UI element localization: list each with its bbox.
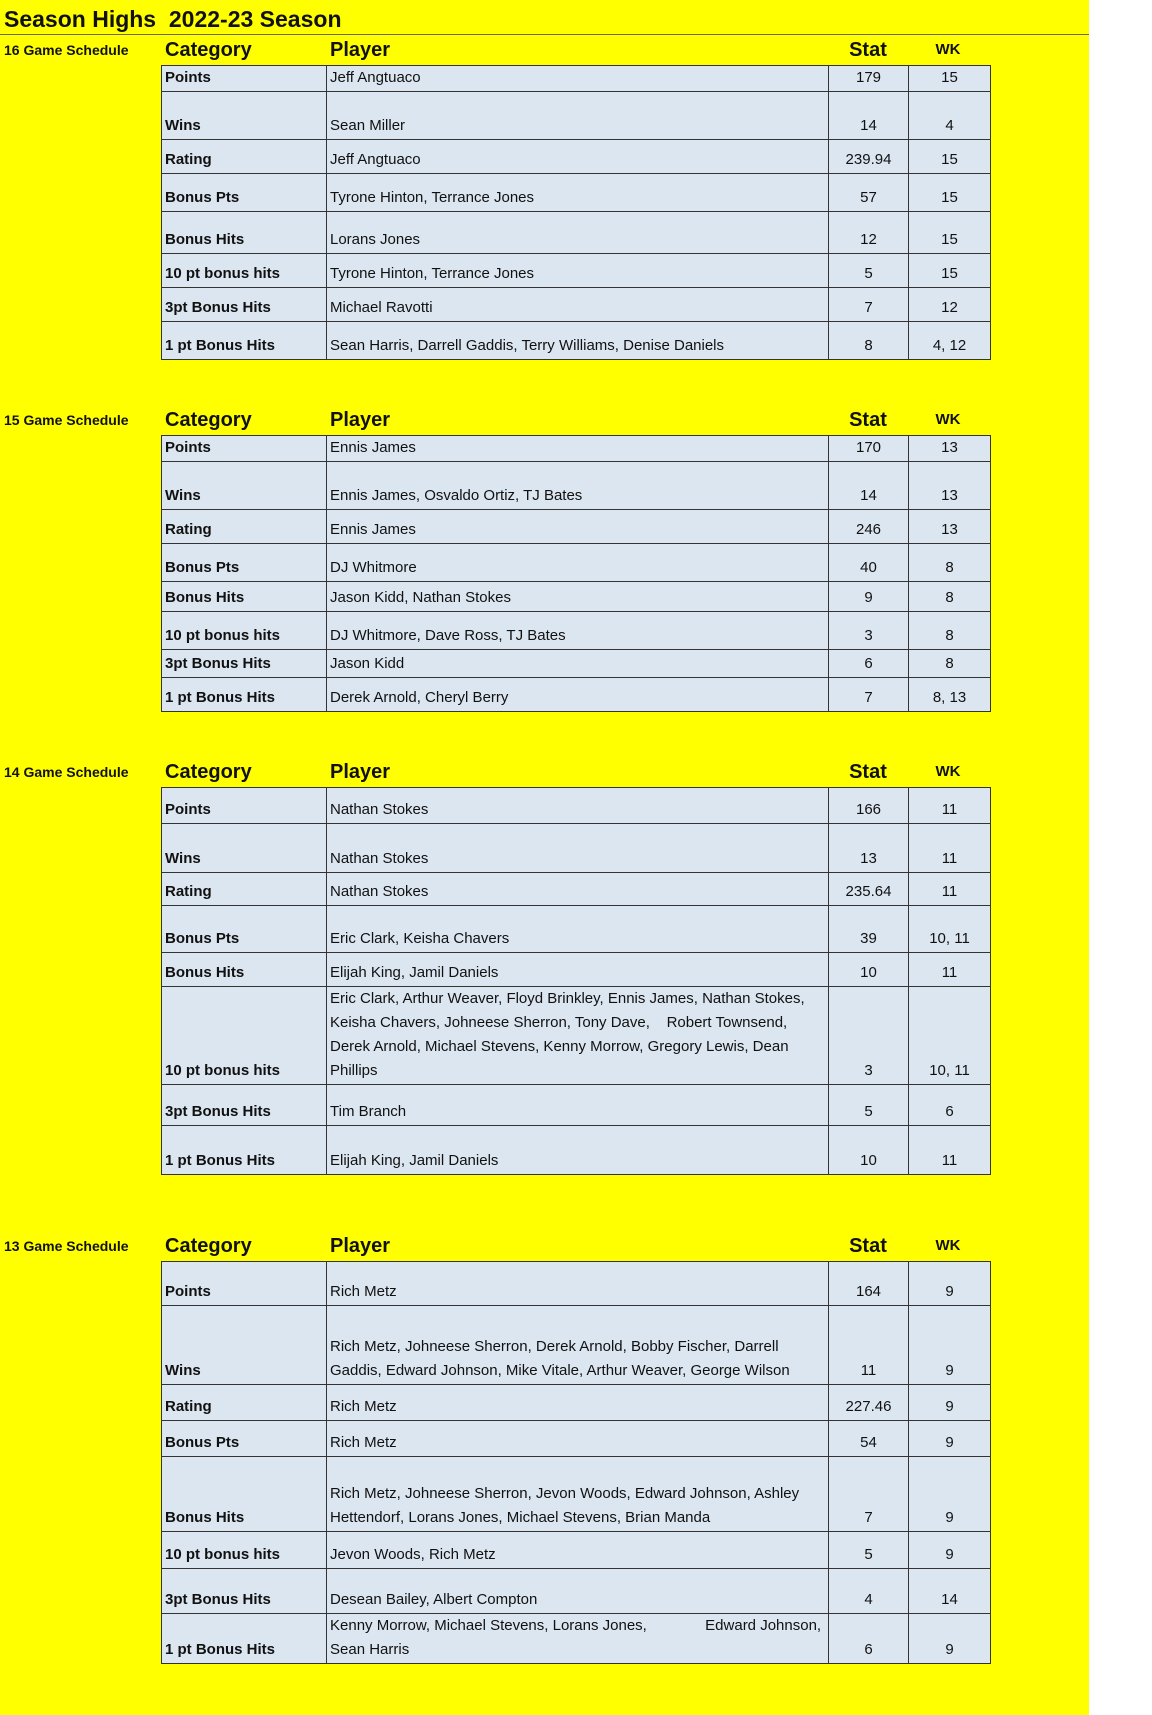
table-row — [162, 873, 991, 906]
player-cell: Sean Harris, Darrell Gaddis, Terry Williams, Denise Daniels — [327, 322, 829, 360]
category-cell: Bonus Hits — [162, 212, 327, 254]
table-row — [162, 650, 991, 678]
section-label: 16 Game Schedule — [4, 42, 129, 58]
stat-cell: 227.46 — [829, 1385, 909, 1421]
column-header-category: Category — [165, 39, 252, 61]
season-highs-table — [161, 787, 991, 1175]
player-cell: Ennis James — [327, 436, 829, 462]
table-row — [162, 322, 991, 360]
category-cell: Bonus Hits — [162, 582, 327, 612]
week-cell: 4 — [909, 92, 991, 140]
player-cell: Elijah King, Jamil Daniels — [327, 1126, 829, 1175]
stat-cell: 5 — [829, 1532, 909, 1569]
stat-cell: 3 — [829, 987, 909, 1085]
player-cell: Jeff Angtuaco — [327, 66, 829, 92]
column-header-wk: WK — [935, 411, 961, 428]
stat-cell: 7 — [829, 1457, 909, 1532]
week-cell: 10, 11 — [909, 906, 991, 953]
player-cell: Jason Kidd, Nathan Stokes — [327, 582, 829, 612]
week-cell: 8, 13 — [909, 678, 991, 712]
table-row — [162, 1385, 991, 1421]
stat-cell: 179 — [829, 66, 909, 92]
player-cell: Nathan Stokes — [327, 824, 829, 873]
week-cell: 15 — [909, 140, 991, 174]
column-header-player: Player — [330, 761, 391, 783]
table-row — [162, 582, 991, 612]
category-cell: Wins — [162, 92, 327, 140]
section-label: 14 Game Schedule — [4, 764, 129, 780]
title-divider — [0, 34, 1089, 35]
table-row — [162, 1532, 991, 1569]
week-cell: 15 — [909, 66, 991, 92]
table-row — [162, 1262, 991, 1306]
category-cell: Bonus Hits — [162, 953, 327, 987]
player-cell: Rich Metz — [327, 1262, 829, 1306]
table-row — [162, 212, 991, 254]
stat-cell: 14 — [829, 92, 909, 140]
week-cell: 9 — [909, 1385, 991, 1421]
player-cell: Tim Branch — [327, 1085, 829, 1126]
stat-cell: 235.64 — [829, 873, 909, 906]
category-cell: 10 pt bonus hits — [162, 612, 327, 650]
table-row — [162, 254, 991, 288]
column-header-player: Player — [330, 1235, 391, 1257]
table-row — [162, 1085, 991, 1126]
week-cell: 8 — [909, 582, 991, 612]
table-row — [162, 1126, 991, 1175]
category-cell: Points — [162, 436, 327, 462]
season-highs-table — [161, 1261, 991, 1664]
stat-cell: 10 — [829, 953, 909, 987]
week-cell: 13 — [909, 462, 991, 510]
category-cell: Bonus Pts — [162, 174, 327, 212]
category-cell: Bonus Hits — [162, 1457, 327, 1532]
category-cell: 3pt Bonus Hits — [162, 650, 327, 678]
player-cell: Ennis James, Osvaldo Ortiz, TJ Bates — [327, 462, 829, 510]
table-row — [162, 788, 991, 824]
category-cell: Points — [162, 788, 327, 824]
week-cell: 8 — [909, 650, 991, 678]
table-row — [162, 544, 991, 582]
stat-cell: 164 — [829, 1262, 909, 1306]
stat-cell: 9 — [829, 582, 909, 612]
player-cell: Eric Clark, Keisha Chavers — [327, 906, 829, 953]
column-header-category: Category — [165, 409, 252, 431]
player-cell: Michael Ravotti — [327, 288, 829, 322]
player-cell: Tyrone Hinton, Terrance Jones — [327, 174, 829, 212]
category-cell: Wins — [162, 462, 327, 510]
column-header-category: Category — [165, 1235, 252, 1257]
column-header-category: Category — [165, 761, 252, 783]
week-cell: 14 — [909, 1569, 991, 1614]
category-cell: Points — [162, 66, 327, 92]
column-header-stat: Stat — [849, 39, 887, 61]
category-cell: Rating — [162, 140, 327, 174]
category-cell: Wins — [162, 824, 327, 873]
section-label: 15 Game Schedule — [4, 412, 129, 428]
table-row — [162, 92, 991, 140]
page-title: Season Highs 2022-23 Season — [4, 6, 342, 32]
stat-cell: 57 — [829, 174, 909, 212]
table-row — [162, 906, 991, 953]
category-cell: Wins — [162, 1306, 327, 1385]
stat-cell: 11 — [829, 1306, 909, 1385]
table-row — [162, 678, 991, 712]
table-row — [162, 174, 991, 212]
season-highs-table — [161, 65, 991, 360]
column-header-stat: Stat — [849, 409, 887, 431]
player-cell: Jason Kidd — [327, 650, 829, 678]
stat-cell: 7 — [829, 288, 909, 322]
player-cell: Nathan Stokes — [327, 873, 829, 906]
stat-cell: 239.94 — [829, 140, 909, 174]
week-cell: 13 — [909, 436, 991, 462]
week-cell: 11 — [909, 953, 991, 987]
player-cell: Desean Bailey, Albert Compton — [327, 1569, 829, 1614]
stat-cell: 3 — [829, 612, 909, 650]
category-cell: 1 pt Bonus Hits — [162, 1126, 327, 1175]
week-cell: 11 — [909, 873, 991, 906]
table-row — [162, 824, 991, 873]
table-row — [162, 436, 991, 462]
table-row — [162, 288, 991, 322]
player-cell: Rich Metz — [327, 1421, 829, 1457]
column-header-wk: WK — [935, 41, 961, 58]
table-row — [162, 1306, 991, 1385]
week-cell: 9 — [909, 1421, 991, 1457]
stat-cell: 5 — [829, 1085, 909, 1126]
category-cell: 10 pt bonus hits — [162, 1532, 327, 1569]
category-cell: Bonus Pts — [162, 906, 327, 953]
column-header-wk: WK — [935, 763, 961, 780]
week-cell: 6 — [909, 1085, 991, 1126]
column-header-stat: Stat — [849, 1235, 887, 1257]
stat-cell: 5 — [829, 254, 909, 288]
stat-cell: 4 — [829, 1569, 909, 1614]
player-cell: Rich Metz, Johneese Sherron, Jevon Woods, Edward Johnson, Ashley Hettendorf, Lorans Jones, Michael Stevens, Brian Manda — [327, 1457, 829, 1532]
player-cell: Jeff Angtuaco — [327, 140, 829, 174]
table-row — [162, 1569, 991, 1614]
stat-cell: 166 — [829, 788, 909, 824]
week-cell: 9 — [909, 1532, 991, 1569]
player-cell: Elijah King, Jamil Daniels — [327, 953, 829, 987]
player-cell: Lorans Jones — [327, 212, 829, 254]
table-row — [162, 1457, 991, 1532]
section-label: 13 Game Schedule — [4, 1238, 129, 1254]
week-cell: 15 — [909, 212, 991, 254]
category-cell: 3pt Bonus Hits — [162, 1085, 327, 1126]
stat-cell: 12 — [829, 212, 909, 254]
stat-cell: 54 — [829, 1421, 909, 1457]
season-highs-table — [161, 435, 991, 712]
table-row — [162, 953, 991, 987]
table-row — [162, 1614, 991, 1664]
stat-cell: 10 — [829, 1126, 909, 1175]
category-cell: Points — [162, 1262, 327, 1306]
category-cell: Bonus Pts — [162, 1421, 327, 1457]
column-header-wk: WK — [935, 1237, 961, 1254]
week-cell: 11 — [909, 824, 991, 873]
table-row — [162, 66, 991, 92]
week-cell: 12 — [909, 288, 991, 322]
table-row — [162, 987, 991, 1085]
category-cell: 3pt Bonus Hits — [162, 1569, 327, 1614]
stat-cell: 13 — [829, 824, 909, 873]
category-cell: 1 pt Bonus Hits — [162, 1614, 327, 1664]
player-cell: Rich Metz, Johneese Sherron, Derek Arnold, Bobby Fischer, Darrell Gaddis, Edward Johnson, Mike Vitale, Arthur Weaver, George Wilson — [327, 1306, 829, 1385]
player-cell: Derek Arnold, Cheryl Berry — [327, 678, 829, 712]
column-header-player: Player — [330, 39, 391, 61]
stat-cell: 8 — [829, 322, 909, 360]
category-cell: Bonus Pts — [162, 544, 327, 582]
week-cell: 9 — [909, 1262, 991, 1306]
week-cell: 10, 11 — [909, 987, 991, 1085]
column-header-player: Player — [330, 409, 391, 431]
category-cell: Rating — [162, 1385, 327, 1421]
player-cell: Tyrone Hinton, Terrance Jones — [327, 254, 829, 288]
player-cell: Ennis James — [327, 510, 829, 544]
week-cell: 15 — [909, 254, 991, 288]
category-cell: 1 pt Bonus Hits — [162, 322, 327, 360]
player-cell: DJ Whitmore — [327, 544, 829, 582]
week-cell: 11 — [909, 788, 991, 824]
column-header-stat: Stat — [849, 761, 887, 783]
week-cell: 15 — [909, 174, 991, 212]
category-cell: 10 pt bonus hits — [162, 254, 327, 288]
player-cell: Sean Miller — [327, 92, 829, 140]
week-cell: 9 — [909, 1306, 991, 1385]
stat-cell: 7 — [829, 678, 909, 712]
stat-cell: 39 — [829, 906, 909, 953]
week-cell: 8 — [909, 544, 991, 582]
table-row — [162, 462, 991, 510]
player-cell: Jevon Woods, Rich Metz — [327, 1532, 829, 1569]
stat-cell: 14 — [829, 462, 909, 510]
player-cell: DJ Whitmore, Dave Ross, TJ Bates — [327, 612, 829, 650]
table-row — [162, 1421, 991, 1457]
week-cell: 13 — [909, 510, 991, 544]
stat-cell: 40 — [829, 544, 909, 582]
table-row — [162, 140, 991, 174]
player-cell: Nathan Stokes — [327, 788, 829, 824]
player-cell: Eric Clark, Arthur Weaver, Floyd Brinkley, Ennis James, Nathan Stokes, Keisha Chavers, Johneese Sherron, Tony Dave, Robert Townsend, Derek Arnold, Michael Stevens, Kenny Morrow, Gregory Lewis, Dean Phillips — [327, 987, 829, 1085]
stat-cell: 6 — [829, 1614, 909, 1664]
table-row — [162, 510, 991, 544]
week-cell: 4, 12 — [909, 322, 991, 360]
category-cell: Rating — [162, 873, 327, 906]
stat-cell: 246 — [829, 510, 909, 544]
player-cell: Kenny Morrow, Michael Stevens, Lorans Jones, Edward Johnson, Sean Harris — [327, 1614, 829, 1664]
week-cell: 9 — [909, 1614, 991, 1664]
week-cell: 11 — [909, 1126, 991, 1175]
stat-cell: 170 — [829, 436, 909, 462]
player-cell: Rich Metz — [327, 1385, 829, 1421]
stat-cell: 6 — [829, 650, 909, 678]
category-cell: 1 pt Bonus Hits — [162, 678, 327, 712]
category-cell: 10 pt bonus hits — [162, 987, 327, 1085]
table-row — [162, 612, 991, 650]
week-cell: 8 — [909, 612, 991, 650]
category-cell: Rating — [162, 510, 327, 544]
category-cell: 3pt Bonus Hits — [162, 288, 327, 322]
week-cell: 9 — [909, 1457, 991, 1532]
